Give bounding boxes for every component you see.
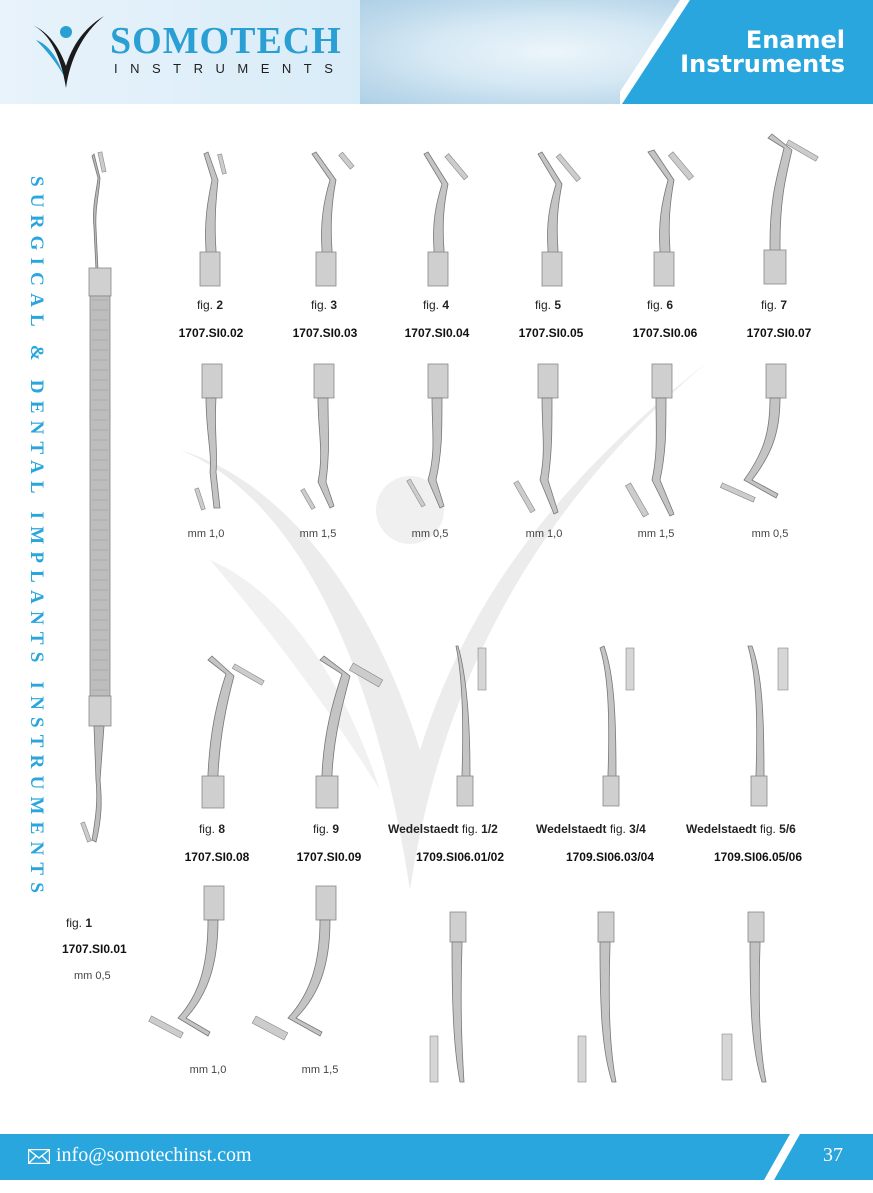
fig3-label-num: 3	[330, 298, 338, 312]
fig5-label	[518, 298, 578, 312]
fig2-label	[180, 298, 240, 312]
brand-subtitle: INSTRUMENTS	[114, 61, 346, 76]
instrument-fig1-image	[80, 150, 120, 850]
fig1-label	[66, 916, 126, 930]
fig4-label-num: 4	[442, 298, 450, 312]
fig2-size: mm 1,0	[187, 528, 225, 540]
fig2-code: 1707.SI0.02	[178, 326, 244, 340]
fig6-label-word: fig.	[646, 298, 663, 312]
side-vertical-title	[24, 176, 48, 936]
wedelstaedt-1-name: Wedelstaedt	[388, 822, 459, 836]
instrument-fig5-bottom-image	[520, 362, 570, 518]
somotech-logo-icon	[26, 10, 106, 94]
instrument-wedelstaedt-2-bottom-image	[574, 910, 624, 1086]
fig9-size: mm 1,5	[301, 1064, 339, 1076]
fig1-code: 1707.SI0.01	[62, 942, 127, 956]
fig7-size: mm 0,5	[751, 528, 789, 540]
wedelstaedt-3-fig-num: 5/6	[779, 822, 796, 836]
page-header	[0, 0, 873, 104]
fig4-size: mm 0,5	[411, 528, 449, 540]
instrument-fig6-bottom-image	[630, 362, 686, 522]
fig9-label-num: 9	[332, 822, 340, 836]
fig8-label-num: 8	[218, 822, 226, 836]
fig5-code: 1707.SI0.05	[518, 326, 584, 340]
instrument-fig8-bottom-image	[148, 884, 228, 1050]
instrument-wedelstaedt-3-top-image	[740, 644, 796, 810]
fig7-label-num: 7	[780, 298, 788, 312]
instrument-fig4-top-image	[410, 150, 470, 290]
fig3-code: 1707.SI0.03	[292, 326, 358, 340]
instrument-wedelstaedt-2-top-image	[592, 644, 642, 810]
fig7-label	[744, 298, 804, 312]
page-footer	[0, 1134, 873, 1193]
fig8-size: mm 1,0	[189, 1064, 227, 1076]
fig2-label-num: 2	[216, 298, 224, 312]
wedelstaedt-1-code: 1709.SI06.01/02	[415, 850, 505, 864]
fig8-label	[182, 822, 242, 836]
wedelstaedt-2-code: 1709.SI06.03/04	[565, 850, 655, 864]
instrument-wedelstaedt-1-bottom-image	[426, 910, 476, 1086]
page-number: 37	[823, 1144, 843, 1166]
wedelstaedt-2-fig-word: fig.	[609, 822, 626, 836]
wedelstaedt-3-name: Wedelstaedt	[686, 822, 757, 836]
instrument-wedelstaedt-3-bottom-image	[718, 910, 774, 1086]
fig5-label-num: 5	[554, 298, 562, 312]
fig5-size: mm 1,0	[525, 528, 563, 540]
fig5-label-word: fig.	[534, 298, 551, 312]
fig6-size: mm 1,5	[637, 528, 675, 540]
fig6-label-num: 6	[666, 298, 674, 312]
instrument-fig9-top-image	[302, 654, 392, 810]
fig1-label-num: 1	[85, 916, 93, 930]
fig4-code: 1707.SI0.04	[404, 326, 470, 340]
instrument-wedelstaedt-1-top-image	[444, 644, 494, 810]
side-title-text: SURGICAL & DENTAL IMPLANTS INSTRUMENTS	[26, 176, 47, 901]
page-title-line1: Enamel	[745, 26, 845, 54]
wedelstaedt-1-fig-word: fig.	[461, 822, 478, 836]
instrument-fig8-top-image	[190, 654, 270, 810]
fig9-label-word: fig.	[312, 822, 329, 836]
wedelstaedt-1-label	[388, 822, 498, 836]
instrument-fig5-top-image	[524, 150, 584, 290]
instrument-fig6-top-image	[638, 150, 698, 290]
fig8-label-word: fig.	[198, 822, 215, 836]
instrument-fig2-bottom-image	[190, 362, 240, 512]
wedelstaedt-2-fig-num: 3/4	[629, 822, 646, 836]
instrument-fig9-bottom-image	[252, 884, 342, 1050]
instrument-fig3-top-image	[300, 150, 360, 290]
wedelstaedt-3-code: 1709.SI06.05/06	[713, 850, 803, 864]
instrument-fig2-top-image	[186, 150, 236, 290]
fig7-code: 1707.SI0.07	[746, 326, 812, 340]
page-title	[680, 28, 845, 76]
fig8-code: 1707.SI0.08	[184, 850, 250, 864]
fig9-label	[296, 822, 356, 836]
fig7-label-word: fig.	[760, 298, 777, 312]
footer-divider	[760, 1134, 816, 1180]
mail-icon	[28, 1149, 50, 1164]
brand-name: SOMOTECH	[110, 20, 342, 62]
wedelstaedt-3-fig-word: fig.	[759, 822, 776, 836]
instrument-fig7-bottom-image	[720, 362, 800, 512]
fig6-code: 1707.SI0.06	[632, 326, 698, 340]
fig1-size: mm 0,5	[74, 970, 111, 982]
footer-email-link[interactable]: info@somotechinst.com	[56, 1144, 252, 1166]
wedelstaedt-3-label	[686, 822, 796, 836]
fig9-code: 1707.SI0.09	[296, 850, 362, 864]
fig1-label-word: fig.	[66, 916, 83, 930]
fig3-label	[294, 298, 354, 312]
instrument-fig3-bottom-image	[300, 362, 350, 512]
wedelstaedt-1-fig-num: 1/2	[481, 822, 498, 836]
fig2-label-word: fig.	[196, 298, 213, 312]
fig3-label-word: fig.	[310, 298, 327, 312]
wedelstaedt-2-name: Wedelstaedt	[536, 822, 607, 836]
fig4-label	[406, 298, 466, 312]
fig4-label-word: fig.	[422, 298, 439, 312]
instrument-fig4-bottom-image	[410, 362, 460, 512]
wedelstaedt-2-label	[536, 822, 646, 836]
fig3-size: mm 1,5	[299, 528, 337, 540]
instrument-fig7-top-image	[754, 134, 824, 290]
page-title-line2: Instruments	[680, 50, 845, 78]
fig6-label	[630, 298, 690, 312]
